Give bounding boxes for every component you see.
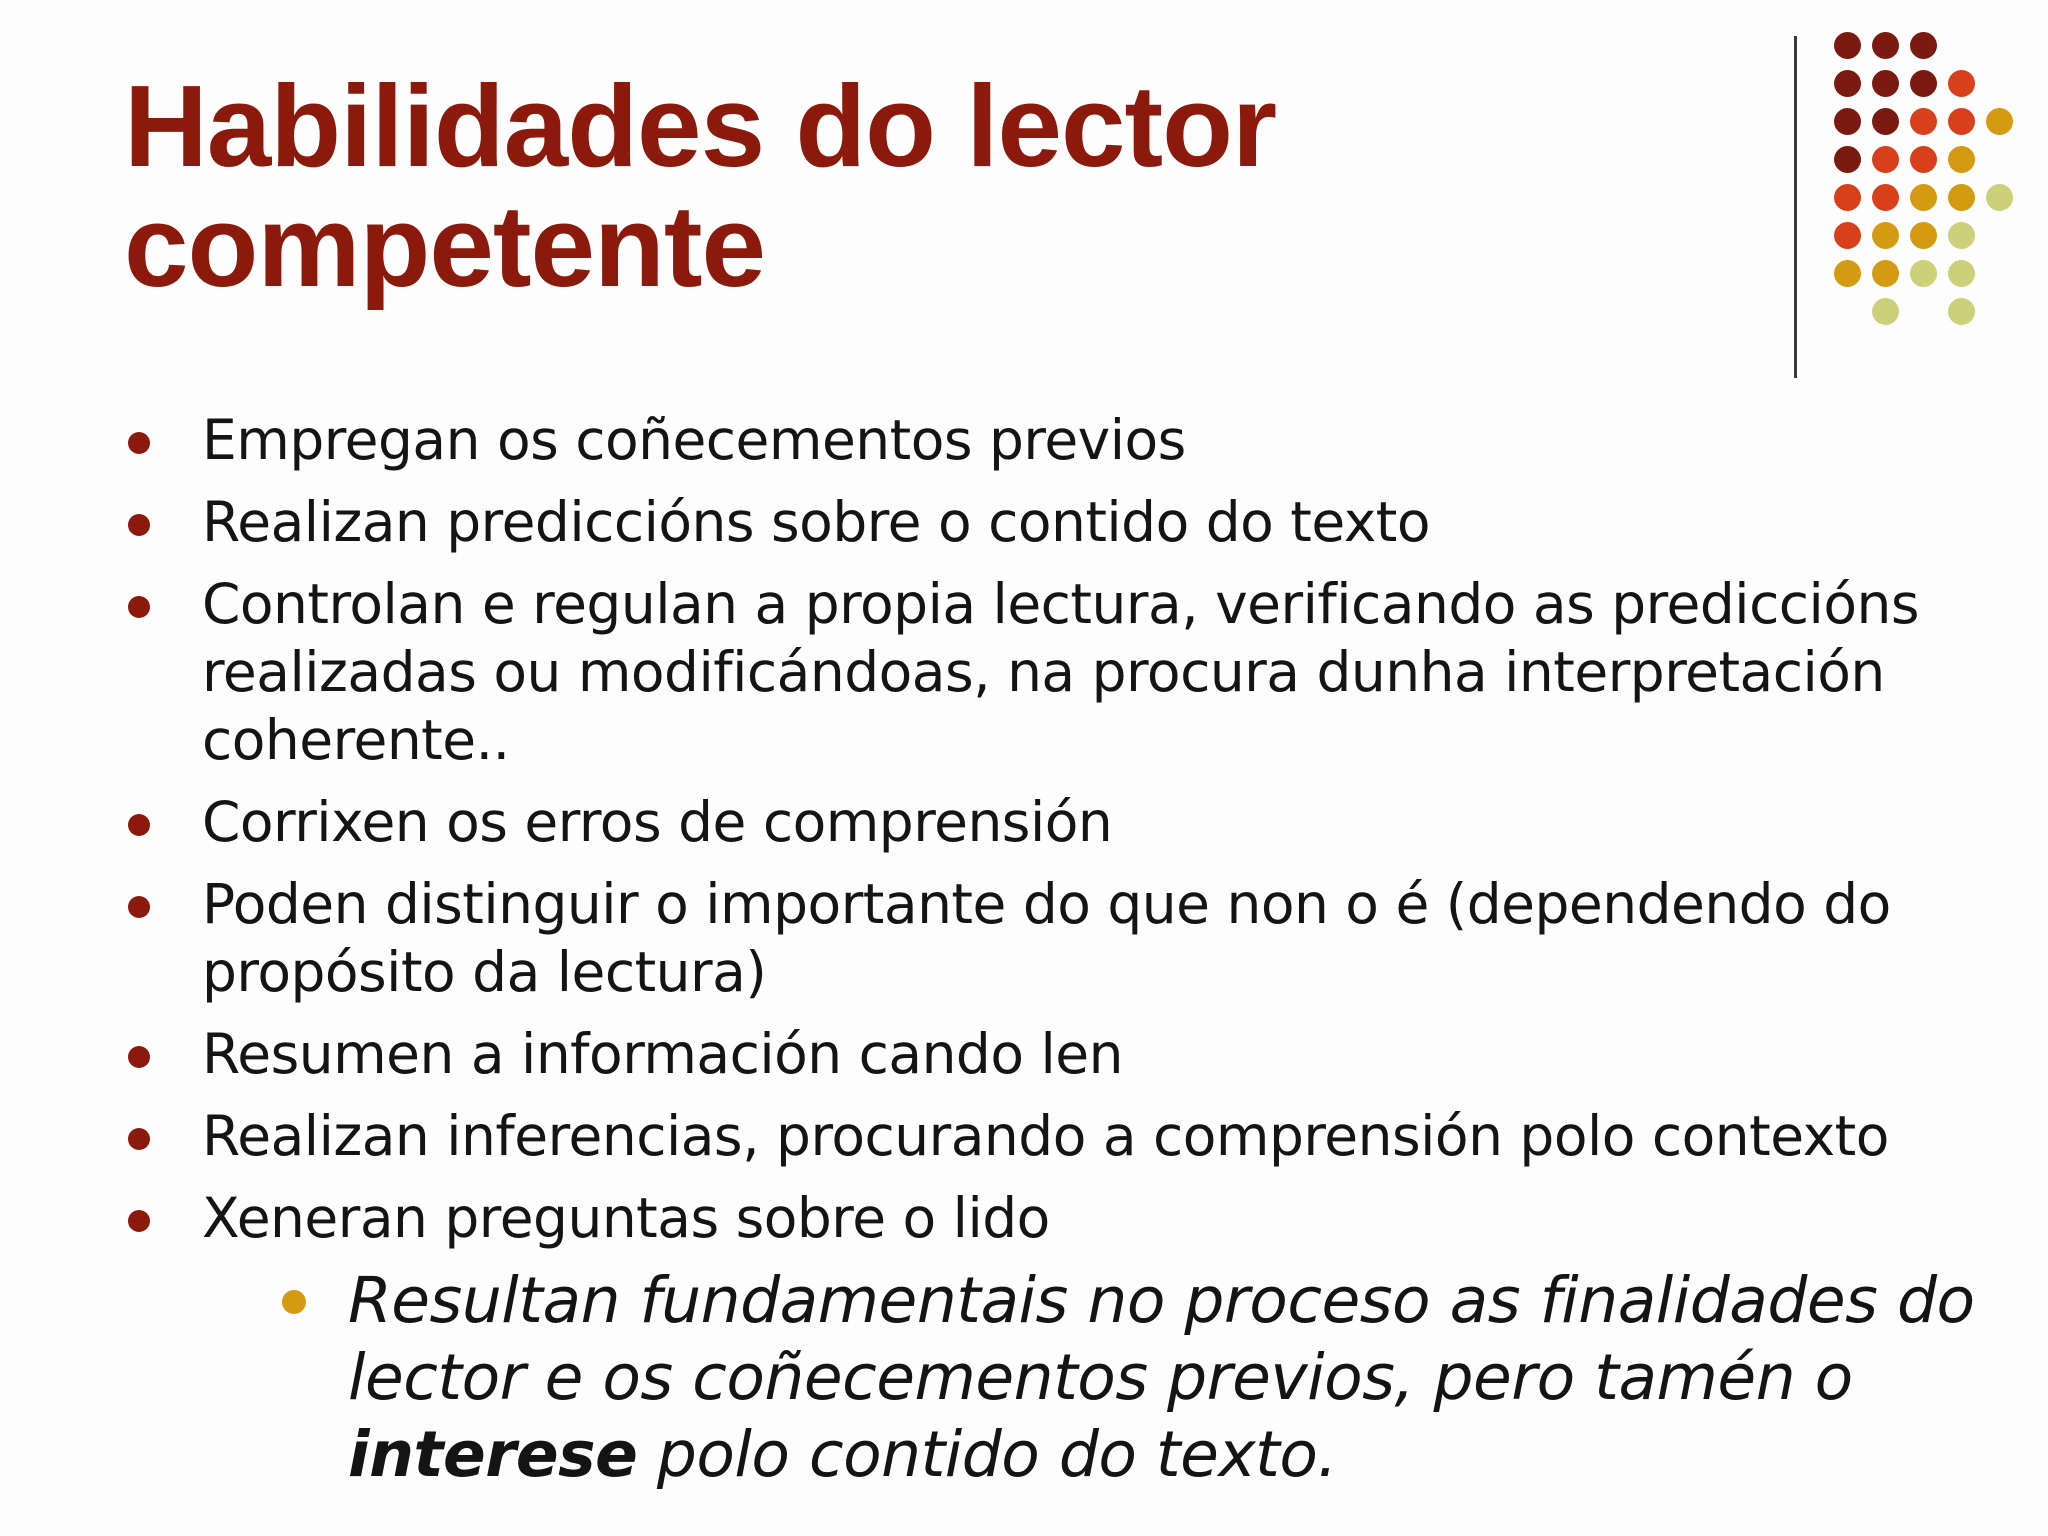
decorative-dot <box>1834 222 1861 249</box>
bullet-item <box>120 406 1980 474</box>
sub-bullet-dot-icon <box>282 1290 306 1314</box>
decorative-dot <box>1834 146 1861 173</box>
decorative-dot <box>1948 108 1975 135</box>
decorative-dot <box>1948 222 1975 249</box>
bullet-dot-icon <box>128 1128 150 1150</box>
bullet-list <box>120 406 1980 1266</box>
decorative-dot <box>1948 146 1975 173</box>
decorative-dot <box>1834 32 1861 59</box>
bullet-item <box>120 1102 1980 1170</box>
bullet-dot-icon <box>128 1210 150 1232</box>
bullet-item <box>120 1020 1980 1088</box>
bullet-item <box>120 870 1980 1006</box>
decorative-dot <box>1910 260 1937 287</box>
bullet-text: Xeneran preguntas sobre o lido <box>202 1186 1050 1250</box>
bullet-text: Resumen a información cando len <box>202 1022 1123 1086</box>
bullet-text: Realizan inferencias, procurando a comprensión polo contexto <box>202 1104 1889 1168</box>
decorative-dot <box>1910 184 1937 211</box>
decorative-dot <box>1910 146 1937 173</box>
decorative-dot <box>1948 298 1975 325</box>
slide-title-line1: Habilidades do lector <box>124 61 1277 191</box>
sub-bullet-text-after: polo contido do texto. <box>637 1418 1337 1491</box>
bullet-text: Poden distinguir o importante do que non o é (dependendo do propósito da lectura) <box>202 872 1891 1004</box>
bullet-dot-icon <box>128 596 150 618</box>
decorative-dot <box>1910 222 1937 249</box>
bullet-dot-icon <box>128 514 150 536</box>
decorative-dot <box>1910 70 1937 97</box>
decorative-dot <box>1872 222 1899 249</box>
decorative-dot <box>1834 184 1861 211</box>
decorative-dot <box>1948 184 1975 211</box>
decorative-dot <box>1872 260 1899 287</box>
decorative-dot <box>1986 108 2013 135</box>
decorative-dot <box>1910 108 1937 135</box>
decorative-dot <box>1872 108 1899 135</box>
decorative-dot <box>1948 70 1975 97</box>
bullet-dot-icon <box>128 1046 150 1068</box>
bullet-dot-icon <box>128 814 150 836</box>
bullet-item <box>120 570 1980 774</box>
decorative-dot <box>1948 260 1975 287</box>
bullet-text: Corrixen os erros de comprensión <box>202 790 1113 854</box>
decorative-dot <box>1910 32 1937 59</box>
sub-bullet-text-before: Resultan fundamentais no proceso as finalidades do lector e os coñecementos previos, pero tamén o <box>348 1264 1975 1414</box>
decorative-dot <box>1986 184 2013 211</box>
sub-bullet-emphasis: interese <box>348 1418 638 1491</box>
bullet-item <box>120 488 1980 556</box>
bullet-item <box>120 1184 1980 1252</box>
divider-line <box>1794 36 1797 378</box>
decorative-dot <box>1872 70 1899 97</box>
bullet-text: Empregan os coñecementos previos <box>202 408 1186 472</box>
bullet-dot-icon <box>128 896 150 918</box>
decorative-dot <box>1834 260 1861 287</box>
decorative-dot <box>1872 32 1899 59</box>
decorative-dot <box>1834 108 1861 135</box>
slide-title <box>124 61 1684 311</box>
slide-title-line2: competente <box>124 181 766 311</box>
bullet-dot-icon <box>128 432 150 454</box>
decorative-dot <box>1834 70 1861 97</box>
decorative-dot-grid <box>1834 32 2044 332</box>
decorative-dot <box>1872 184 1899 211</box>
bullet-text: Realizan prediccións sobre o contido do texto <box>202 490 1430 554</box>
sub-bullet <box>282 1262 2048 1493</box>
decorative-dot <box>1872 146 1899 173</box>
bullet-text: Controlan e regulan a propia lectura, verificando as prediccións realizadas ou modificándoas, na procura dunha interpretación coherente.. <box>202 572 1919 772</box>
decorative-dot <box>1872 298 1899 325</box>
bullet-item <box>120 788 1980 856</box>
